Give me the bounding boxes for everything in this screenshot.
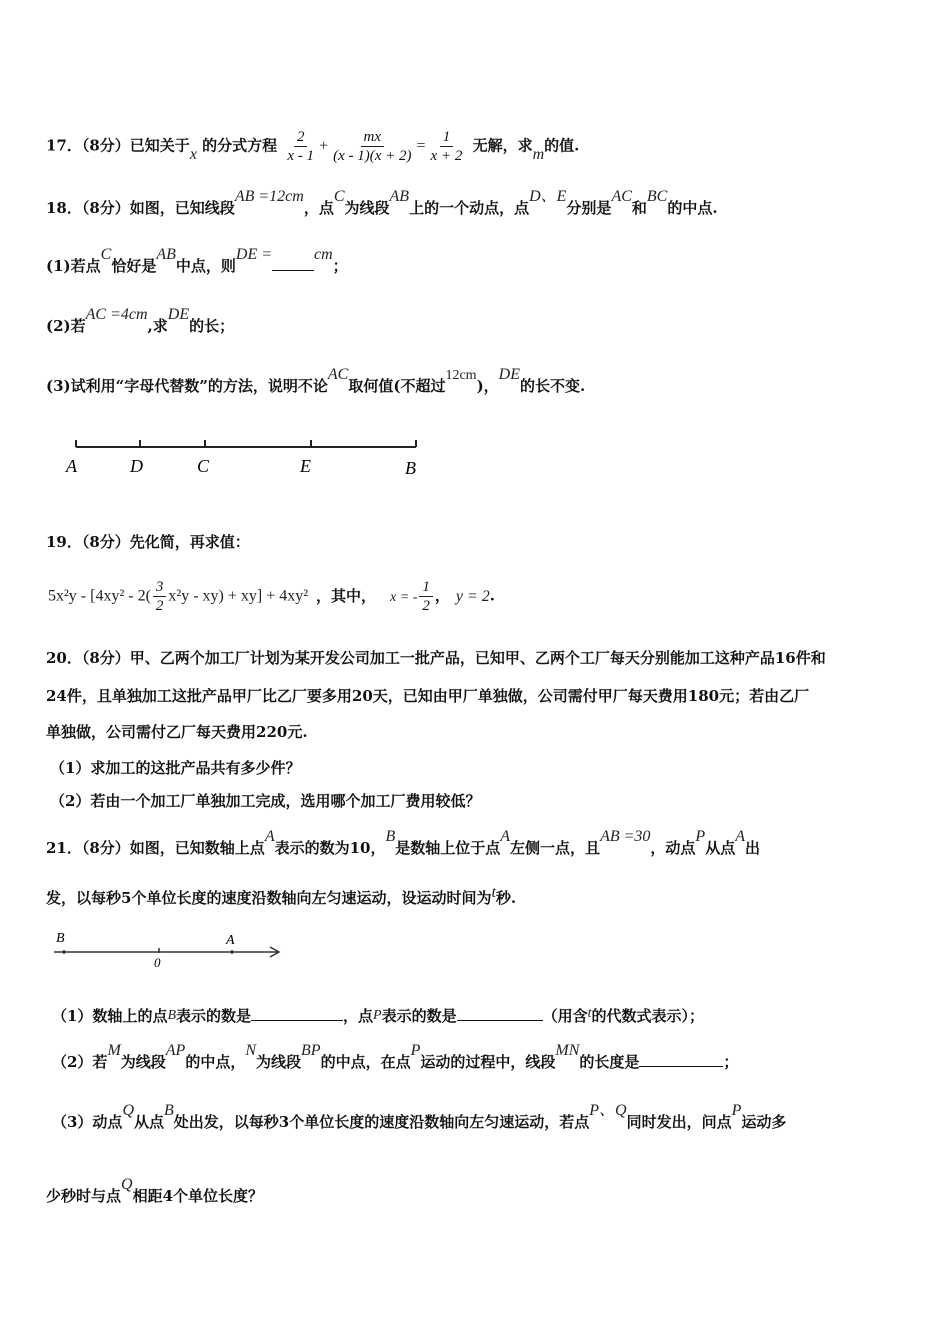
frac-den: (x - 1)(x + 2) <box>333 148 412 164</box>
q20-text: 单独做，公司需付乙厂每天费用220元. <box>46 723 308 741</box>
q19-text: ，其中， <box>316 586 377 605</box>
q21-text: （1）数轴上的点 <box>52 1007 168 1025</box>
label-d: D <box>130 456 143 476</box>
fraction <box>330 128 414 165</box>
q17-line <box>46 128 579 165</box>
q21-text: ，动点 <box>650 839 696 857</box>
q19-text: 19．（8分）先化简，再求值： <box>46 533 250 551</box>
label-a: A <box>66 456 77 476</box>
q21-text: 表示的数为10， <box>274 839 386 857</box>
q18-part1 <box>46 246 348 277</box>
q21-text: （2）若 <box>52 1053 108 1071</box>
q21-text: ，点 <box>343 1007 374 1025</box>
fraction <box>153 578 167 615</box>
q21-text: 同时发出，问点 <box>626 1113 732 1131</box>
q20-line3 <box>46 722 308 742</box>
frac-num: 2 <box>294 128 308 147</box>
math-x: x <box>189 145 197 163</box>
math-ab: AB <box>156 246 176 263</box>
equals-sign: = <box>416 137 426 155</box>
math-ab: AB =12cm <box>234 188 304 205</box>
math-expr: 5x²y - [4xy² - 2( <box>48 587 151 605</box>
q21-sub3-line2 <box>46 1176 264 1207</box>
math-y-eq: y = 2 <box>455 587 490 605</box>
math-ab-eq: AB =30 <box>600 828 651 845</box>
q20-line2 <box>46 686 809 706</box>
answer-blank[interactable] <box>457 1006 543 1021</box>
q21-text: 从点 <box>134 1113 165 1131</box>
q17-text: 的分式方程 <box>202 136 278 155</box>
q20-text: 24件，且单独加工这批产品甲厂比乙厂要多用20天，已知由甲厂单独做，公司需付甲厂每天费用180元；若由乙厂 <box>46 687 810 705</box>
math-m: M <box>107 1042 121 1059</box>
math-c: C <box>333 188 345 205</box>
math-p: P <box>373 1008 382 1023</box>
q20-text: （2）若由一个加工厂单独加工完成，选用哪个加工厂费用较低？ <box>50 792 481 810</box>
number-line-figure <box>50 926 290 970</box>
q18-text: 和 <box>631 199 647 217</box>
q18-text: 的中点. <box>667 199 718 217</box>
q19-text: ， <box>434 586 450 605</box>
q20-text: （1）求加工的这批产品共有多少件？ <box>50 759 301 777</box>
math-mn: MN <box>555 1042 580 1059</box>
q20-line1 <box>46 648 826 668</box>
point-a <box>230 950 234 954</box>
q18-text: 取何值(不超过 <box>348 377 446 395</box>
math-a: A <box>264 828 275 845</box>
fraction <box>284 128 317 165</box>
answer-blank[interactable] <box>251 1006 343 1021</box>
q18-text: 18．（8分）如图，已知线段 <box>46 199 235 217</box>
q18-text: (3)试利用“字母代替数”的方法，说明不论 <box>46 377 328 395</box>
q21-text: 运动多 <box>741 1113 787 1131</box>
q21-text: 出 <box>745 839 761 857</box>
q21-text: （3）动点 <box>52 1113 123 1131</box>
q17-text: 的值. <box>544 136 580 155</box>
plus-sign: + <box>319 137 329 155</box>
math-ac: AC <box>327 366 349 383</box>
q21-text: 表示的数是 <box>381 1007 457 1025</box>
math-pq: P、Q <box>589 1102 627 1119</box>
q18-text: )， <box>476 377 499 395</box>
q18-text: ,求 <box>147 317 168 335</box>
math-de: DE <box>498 366 520 383</box>
frac-num: mx <box>361 128 385 147</box>
q18-text: (2)若 <box>46 317 86 335</box>
q21-text: 为线段 <box>256 1053 302 1071</box>
q21-text: 少秒时与点 <box>46 1187 122 1205</box>
q20-sub1 <box>50 758 300 778</box>
math-p: P <box>410 1042 421 1059</box>
math-b: B <box>385 828 396 845</box>
math-ap: AP <box>165 1042 186 1059</box>
math-a: A <box>735 828 745 845</box>
q21-text: 左侧一点，且 <box>510 839 601 857</box>
q18-text: ，点 <box>303 199 334 217</box>
math-ab: AB <box>389 188 410 205</box>
label-e: E <box>300 456 311 476</box>
q21-text: 运动的过程中，线段 <box>420 1053 556 1071</box>
q17-text: 17．（8分）已知关于 <box>46 136 190 155</box>
math-ac: AC <box>611 188 632 205</box>
q18-text: 恰好是 <box>111 257 157 275</box>
q21-text: 相距4个单位长度？ <box>132 1187 264 1205</box>
q18-text: 的长不变. <box>520 377 586 395</box>
math-b: B <box>167 1008 177 1023</box>
q21-text: （用含 <box>542 1007 588 1025</box>
q21-line2 <box>46 884 517 909</box>
math-de: D、E <box>529 188 567 205</box>
frac-den: 2 <box>422 598 430 614</box>
q21-text: 21．（8分）如图，已知数轴上点 <box>46 839 265 857</box>
frac-den: x + 2 <box>430 148 463 164</box>
answer-blank[interactable] <box>639 1052 723 1067</box>
axis-label-zero: 0 <box>154 955 161 970</box>
math-bp: BP <box>301 1042 321 1059</box>
q21-sub2 <box>52 1042 739 1073</box>
answer-blank[interactable] <box>272 256 314 271</box>
math-a: A <box>500 828 511 845</box>
q21-text: 是数轴上位于点 <box>395 839 501 857</box>
math-ac-eq: AC =4cm <box>85 306 148 323</box>
q18-line <box>46 188 718 219</box>
q21-text: 的长度是 <box>579 1053 640 1071</box>
axis-label-a: A <box>226 933 235 948</box>
q17-text: 无解，求 <box>472 136 533 155</box>
math-p: P <box>731 1102 742 1119</box>
q19-title <box>46 532 250 552</box>
q21-text: 从点 <box>705 839 736 857</box>
frac-den: 2 <box>155 598 164 614</box>
q18-text: ； <box>332 257 348 275</box>
math-m: m <box>532 145 545 163</box>
q20-text: 20．（8分）甲、乙两个加工厂计划为某开发公司加工一批产品，已知甲、乙两个工厂每天分别能加工这种产品16件和 <box>46 649 826 667</box>
math-p: P <box>695 828 706 845</box>
q21-text: 表示的数是 <box>176 1007 252 1025</box>
math-n: N <box>245 1042 257 1059</box>
frac-num: 1 <box>419 578 433 597</box>
q18-part2 <box>46 306 235 337</box>
math-de: DE <box>167 306 190 323</box>
q18-text: 中点，则 <box>175 257 236 275</box>
math-q: Q <box>121 1176 133 1193</box>
math-x-eq: x = - <box>390 589 418 605</box>
frac-num: 3 <box>153 578 167 597</box>
label-c: C <box>197 456 210 476</box>
math-t: t <box>587 1006 592 1021</box>
q21-text: ； <box>723 1053 739 1071</box>
point-b <box>62 950 66 954</box>
math-q: Q <box>122 1102 134 1119</box>
q18-text: 分别是 <box>566 199 612 217</box>
fraction <box>428 128 466 165</box>
q20-sub2 <box>50 791 480 811</box>
math-12cm: 12cm <box>445 368 477 383</box>
segment-figure <box>60 432 440 492</box>
label-b: B <box>405 458 416 478</box>
math-expr: x²y - xy) + xy] + 4xy² <box>168 587 309 605</box>
q19-expression <box>48 578 495 615</box>
math-cm: cm <box>314 246 333 263</box>
q21-sub3 <box>52 1102 787 1133</box>
q21-line1 <box>46 828 761 859</box>
frac-num: 1 <box>440 128 454 147</box>
q18-text: 的长； <box>189 317 235 335</box>
math-de-eq: DE = <box>235 246 273 263</box>
q21-text: 秒. <box>495 889 517 907</box>
math-bc: BC <box>646 188 668 205</box>
q18-part3 <box>46 366 586 398</box>
fraction <box>419 578 433 615</box>
math-t: t <box>491 884 496 901</box>
q21-text: 的中点，在点 <box>320 1053 411 1071</box>
q18-text: 为线段 <box>344 199 390 217</box>
q21-text: 的代数式表示）； <box>591 1007 705 1025</box>
q21-text: 处出发，以每秒3个单位长度的速度沿数轴向左匀速运动，若点 <box>173 1113 590 1131</box>
q18-text: 上的一个动点，点 <box>409 199 530 217</box>
frac-den: x - 1 <box>287 148 315 164</box>
q21-text: 为线段 <box>120 1053 166 1071</box>
axis-label-b: B <box>56 931 65 946</box>
q18-text: (1)若点 <box>46 257 101 275</box>
q21-sub1 <box>52 1006 704 1028</box>
q19-text: . <box>489 586 496 605</box>
math-c: C <box>100 246 112 263</box>
q21-text: 发，以每秒5个单位长度的速度沿数轴向左匀速运动，设运动时间为 <box>46 889 492 907</box>
math-b: B <box>164 1102 174 1119</box>
q21-text: 的中点， <box>185 1053 246 1071</box>
